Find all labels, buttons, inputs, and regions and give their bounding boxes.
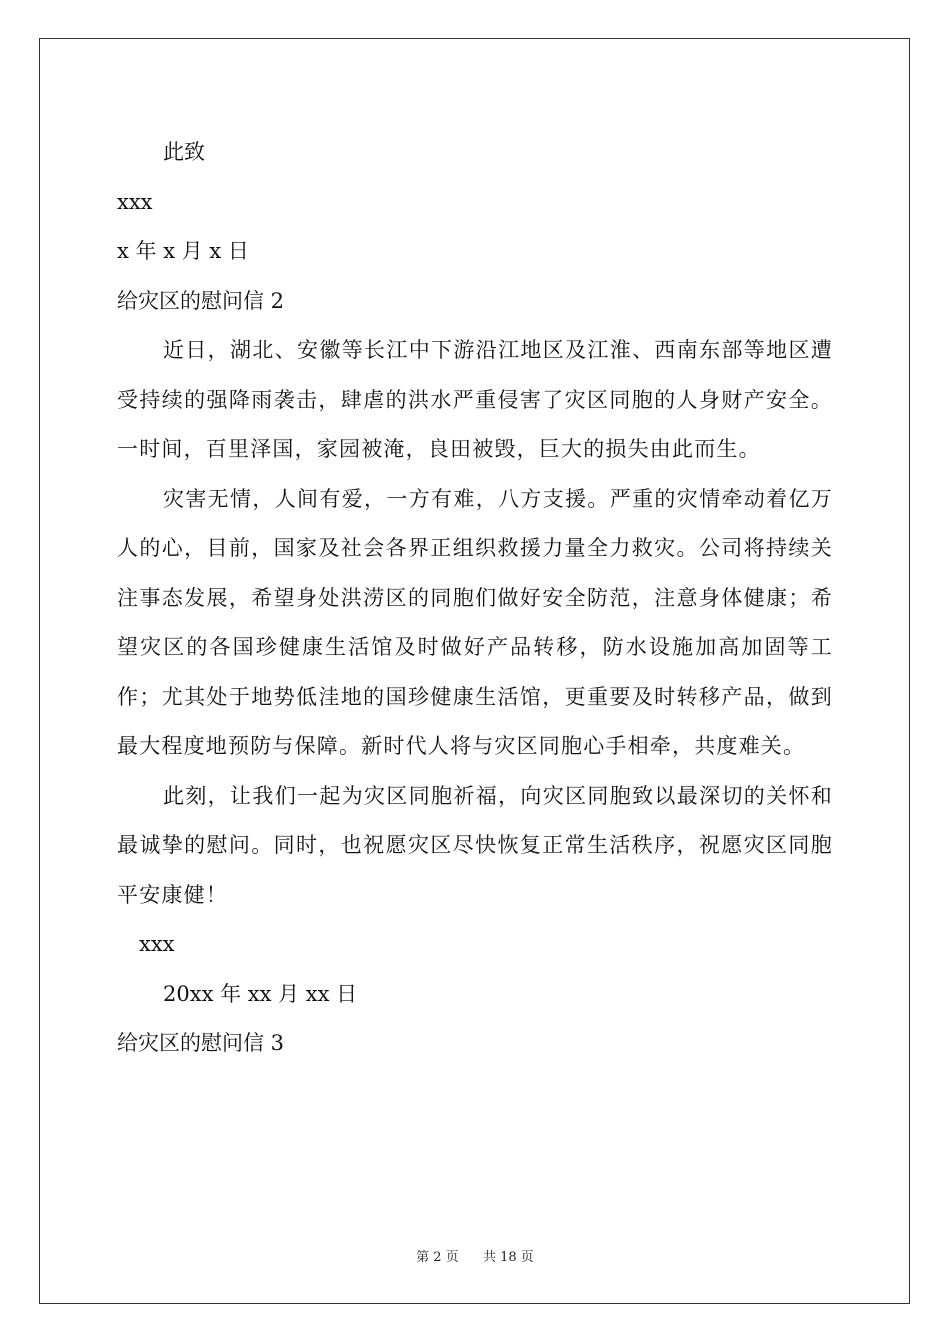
page-number: 第 2 页: [416, 1250, 459, 1265]
signature: xxx: [117, 189, 153, 214]
page-footer: [0, 1246, 950, 1265]
letter-body: [117, 128, 833, 1069]
letter-title: 给灾区的慰问信 3: [117, 1031, 285, 1055]
paragraph: 灾害无情，人间有爱，一方有难，八方支援。严重的灾情牵动着亿万人的心，目前，国家及社会各界正组织救援力量全力救灾。公司将持续关注事态发展，希望身处洪涝区的同胞们做好安全防范，注意身体健康；希望灾区的各国珍健康生活馆及时做好产品转移，防水设施加高加固等工作；尤其处于地势低洼地的国珍健康生活馆，更重要及时转移产品，做到最大程度地预防与保障。新时代人将与灾区同胞心手相牵，共度难关。: [117, 486, 833, 758]
page-total: 共 18 页: [483, 1250, 534, 1265]
paragraph: 此刻，让我们一起为灾区同胞祈福，向灾区同胞致以最深切的关怀和最诚挚的慰问。同时，也祝愿灾区尽快恢复正常生活秩序，祝愿灾区同胞平安康健！: [117, 783, 833, 907]
signature: xxx: [139, 932, 175, 956]
closing-text: 此致: [163, 140, 205, 164]
letter-date: x 年 x 月 x 日: [117, 239, 249, 263]
letter-title: 给灾区的慰问信 2: [117, 288, 285, 313]
paragraph: 近日，湖北、安徽等长江中下游沿江地区及江淮、西南东部等地区遭受持续的强降雨袭击，肆虐的洪水严重侵害了灾区同胞的人身财产安全。一时间，百里泽国，家园被淹，良田被毁，巨大的损失由此而生。: [117, 338, 833, 461]
letter-date: 20xx 年 xx 月 xx 日: [163, 981, 358, 1006]
